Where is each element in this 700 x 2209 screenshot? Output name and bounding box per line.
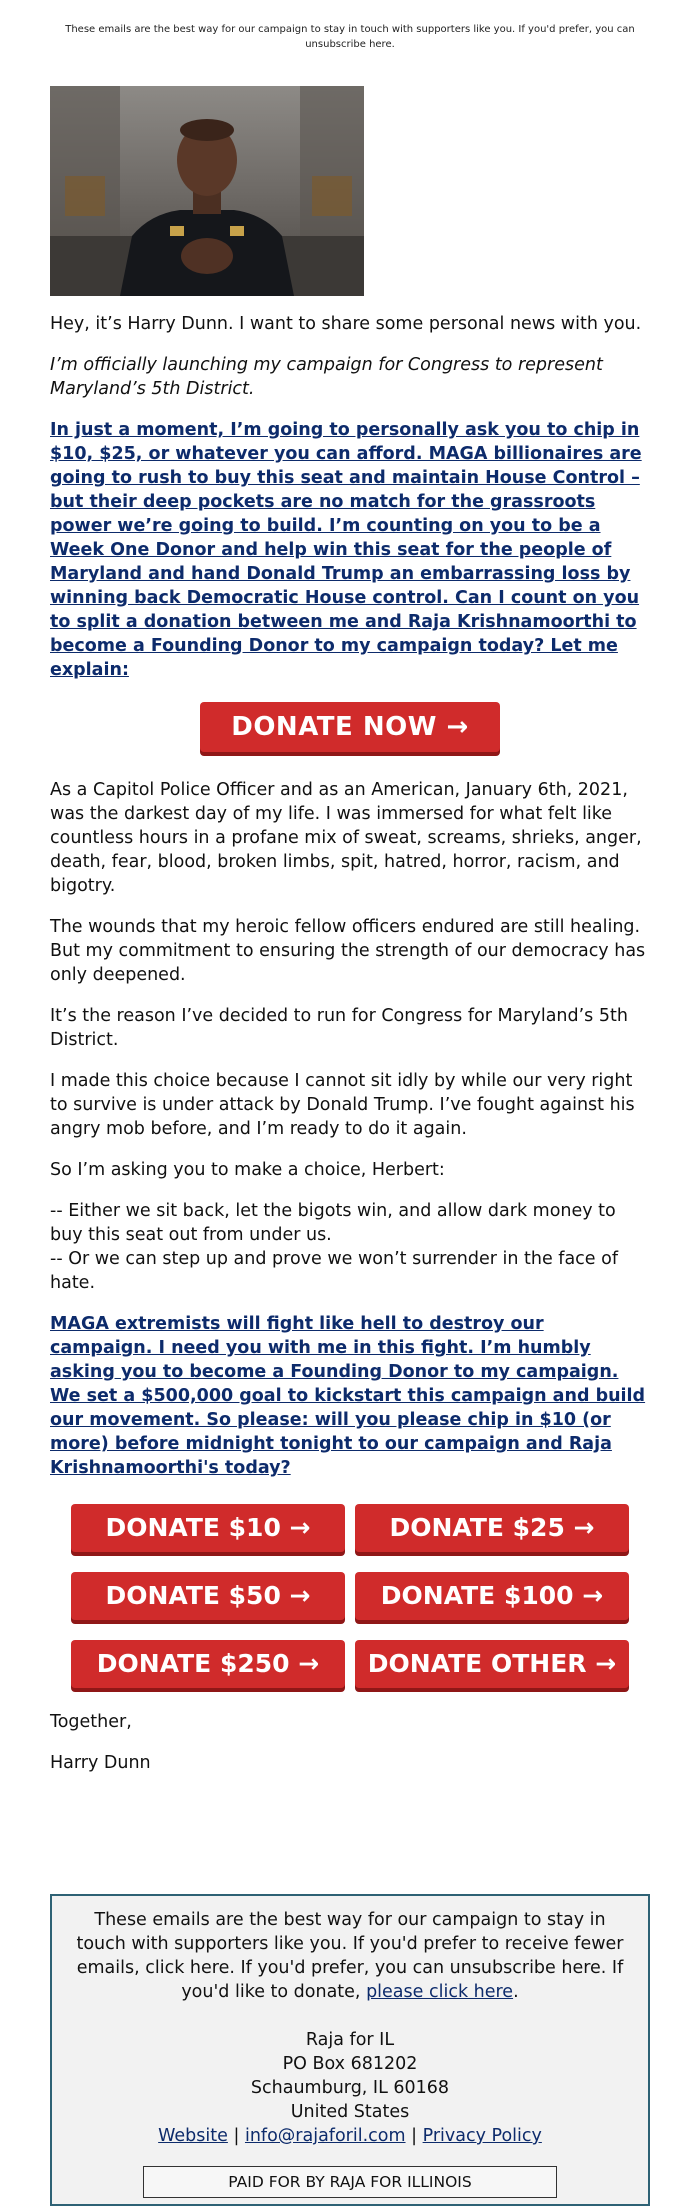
donate-25-button[interactable]: DONATE $25 → <box>355 1504 629 1552</box>
lead-donation-link[interactable]: In just a moment, I’m going to personally ask you to chip in $10, $25, or whatever you can afford. MAGA billionaires are going to rush to buy this seat and maintain House Control – but their deep pockets are no match for the grassroots power we’re going to build. I’m counting on you to be a Week One Donor and help win this seat for the people of Maryland and hand Donald Trump an embarrassing loss by winning back Democratic House control. Can I count on you to split a donation between me and Raja Krishnamoorthi to become a Founding Donor to my campaign today? Let me explain: <box>50 420 642 680</box>
footer-disclaimer <box>52 1896 648 2004</box>
footer-address <box>52 2028 648 2148</box>
donate-10-button[interactable]: DONATE $10 → <box>71 1504 345 1552</box>
donate-other-button[interactable]: DONATE OTHER → <box>355 1640 629 1688</box>
intro-paragraph: Hey, it’s Harry Dunn. I want to share some personal news with you. <box>50 314 642 334</box>
choice-option-2: -- Or we can step up and prove we won’t surrender in the face of hate. <box>50 1249 618 1293</box>
footer-city: Schaumburg, IL 60168 <box>250 2078 450 2098</box>
footer-period: . <box>513 1982 519 2002</box>
footer-text: These emails are the best way for our campaign to stay in touch with supporters like you. If you'd prefer to receive fewer emails, click here. If you'd prefer, you can unsubscribe here. If you'd like to donate, <box>76 1910 624 2002</box>
preheader-text: These emails are the best way for our campaign to stay in touch with supporters like you. If you'd prefer, you can unsubscribe here. <box>65 24 635 50</box>
story-paragraph-3: It’s the reason I’ve decided to run for Congress for Maryland’s 5th District. <box>50 1006 628 1050</box>
hero-photo <box>50 86 364 296</box>
story-paragraph-1: As a Capitol Police Officer and as an American, January 6th, 2021, was the darkest day of my life. I was immersed for what felt like countless hours in a profane mix of sweat, screams, shrieks, anger, death, fear, blood, broken limbs, spit, hatred, horror, racism, and bigotry. <box>50 780 642 896</box>
footer-box <box>50 1894 650 2206</box>
email-link[interactable]: info@rajaforil.com <box>244 2126 406 2146</box>
announcement-paragraph: I’m officially launching my campaign for Congress to represent Maryland’s 5th District. <box>50 355 603 399</box>
donate-50-button[interactable]: DONATE $50 → <box>71 1572 345 1620</box>
website-link[interactable]: Website <box>158 2126 228 2146</box>
founding-donor-link[interactable]: MAGA extremists will fight like hell to destroy our campaign. I need you with me in this fight. I’m humbly asking you to become a Founding Donor to my campaign. We set a $500,000 goal to kickstart this campaign and build our movement. So please: will you please chip in $10 (or more) before midnight tonight to our campaign and Raja Krishnamoorthi's today? <box>50 1314 646 1478</box>
donate-100-button[interactable]: DONATE $100 → <box>355 1572 629 1620</box>
signoff: Together, <box>50 1712 132 1732</box>
link-separator: | <box>411 2126 418 2146</box>
donate-250-button[interactable]: DONATE $250 → <box>71 1640 345 1688</box>
footer-country: United States <box>290 2102 410 2122</box>
signature: Harry Dunn <box>50 1753 151 1773</box>
story-paragraph-4: I made this choice because I cannot sit idly by while our very right to survive is under attack by Donald Trump. I’ve fought against his angry mob before, and I’m ready to do it again. <box>50 1071 635 1139</box>
choice-option-1: -- Either we sit back, let the bigots win, and allow dark money to buy this seat out from under us. <box>50 1201 616 1245</box>
privacy-policy-link[interactable]: Privacy Policy <box>422 2126 542 2146</box>
footer-links <box>52 2124 648 2148</box>
footer-po-box: PO Box 681202 <box>282 2054 418 2074</box>
paid-for-disclaimer: PAID FOR BY RAJA FOR ILLINOIS <box>143 2166 557 2198</box>
footer-org: Raja for IL <box>305 2030 395 2050</box>
donate-now-button[interactable]: DONATE NOW → <box>200 702 500 752</box>
story-paragraph-2: The wounds that my heroic fellow officers endured are still healing. But my commitment to ensuring the strength of our democracy has only deepened. <box>50 917 646 985</box>
footer-donate-link[interactable]: please click here <box>366 1982 514 2002</box>
choice-prompt: So I’m asking you to make a choice, Herbert: <box>50 1160 445 1180</box>
link-separator: | <box>233 2126 240 2146</box>
